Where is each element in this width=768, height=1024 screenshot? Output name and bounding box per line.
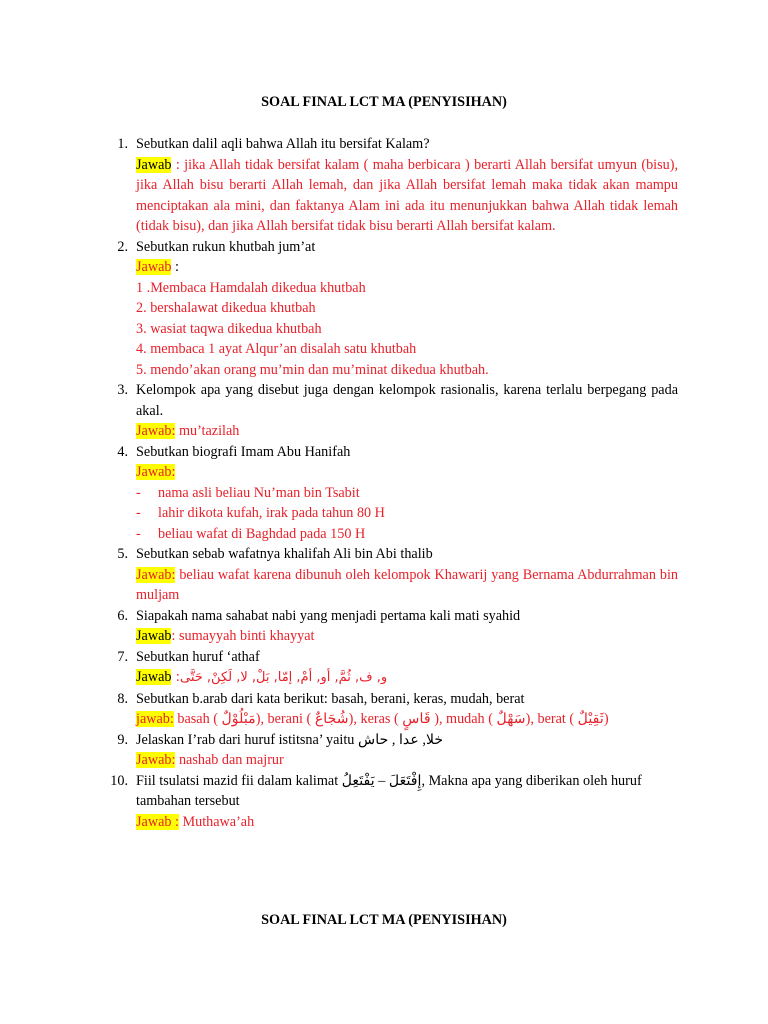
question-list [106, 134, 678, 832]
answer-text: : sumayyah binti khayyat [171, 628, 315, 644]
answer-block [136, 421, 678, 442]
question-item-1 [106, 134, 678, 237]
question-item-4 [106, 442, 678, 545]
jawab-label: Jawab: [136, 752, 176, 768]
question-number: 1. [117, 136, 128, 152]
question-text: Sebutkan dalil aqli bahwa Allah itu bersifat Kalam? [136, 136, 430, 152]
jawab-label: jawab: [136, 711, 174, 727]
question-text: Fiil tsulatsi mazid fii dalam kalimat إِفْتَعَلَ – يَفْتَعِلُ, Makna apa yang diberikan oleh huruf tambahan tersebut [136, 772, 642, 809]
answer-text: beliau wafat karena dibunuh oleh kelompok Khawarij yang Bernama Abdurrahman bin muljam [136, 566, 678, 603]
answer-text: mu’tazilah [175, 423, 240, 439]
question-item-9 [106, 730, 678, 771]
question-text: Kelompok apa yang disebut juga dengan kelompok rasionalis, karena terlalu berpegang pada akal. [136, 382, 678, 419]
question-text: Sebutkan rukun khutbah jum’at [136, 238, 316, 255]
question-text: Siapakah nama sahabat nabi yang menjadi pertama kali mati syahid [136, 607, 521, 624]
answer-block [136, 812, 678, 833]
answer-text: basah ( مَبْلُوْلٌ), berani ( شُجَاعٌ), keras ( قَاسٍ ), mudah ( سَهْلٌ), berat ( ثَقِيْلٌ) [173, 711, 609, 727]
footer-title: SOAL FINAL LCT MA (PENYISIHAN) [261, 912, 507, 928]
question-text: Sebutkan huruf ‘athaf [136, 648, 260, 665]
question-text: Sebutkan b.arab dari kata berikut: basah, berani, keras, mudah, berat [136, 690, 525, 707]
answer-block [136, 750, 678, 771]
answer-line: 4. membaca 1 ayat Alqur’an disalah satu khutbah [136, 341, 417, 357]
bullet-item: - nama asli beliau Nu’man bin Tsabit [136, 484, 360, 501]
jawab-label: Jawab: [136, 464, 176, 480]
question-number: 2. [117, 238, 128, 255]
answer-text: nashab dan majrur [175, 752, 284, 768]
question-number: 5. [117, 546, 128, 562]
question-text: Jelaskan I’rab dari huruf istitsna’ yaitu خلا, عدا , حاش [136, 731, 444, 748]
question-item-5 [106, 544, 678, 606]
answer-line: 1 .Membaca Hamdalah dikedua khutbah [136, 279, 366, 296]
answer-block [136, 462, 678, 483]
jawab-label: Jawab [136, 628, 172, 644]
question-item-10 [106, 771, 678, 833]
question-number: 8. [117, 690, 128, 707]
answer-block [136, 667, 678, 689]
jawab-label: Jawab [136, 259, 172, 275]
page-title: SOAL FINAL LCT MA (PENYISIHAN) [261, 94, 507, 110]
question-item-8 [106, 689, 678, 730]
jawab-label: Jawab [136, 156, 172, 173]
answer-block [136, 257, 678, 278]
answer-line: 3. wasiat taqwa dikedua khutbah [136, 320, 322, 337]
question-number: 9. [117, 731, 128, 748]
answer-bullets [136, 483, 678, 545]
answer-line: 5. mendo’akan orang mu’min dan mu’minat dikedua khutbah. [136, 361, 489, 378]
answer-block [136, 565, 678, 606]
answer-block [136, 155, 678, 237]
question-text: Sebutkan sebab wafatnya khalifah Ali bin Abi thalib [136, 546, 433, 562]
bullet-item: - beliau wafat di Baghdad pada 150 H [136, 525, 366, 542]
answer-line: 2. bershalawat dikedua khutbah [136, 300, 316, 316]
question-number: 10. [110, 772, 128, 789]
question-item-7 [106, 647, 678, 689]
jawab-label: Jawab: [136, 566, 176, 583]
question-number: 3. [117, 382, 128, 398]
jawab-suffix: : [171, 259, 179, 275]
answer-block [136, 626, 678, 647]
question-text: Sebutkan biografi Imam Abu Hanifah [136, 443, 351, 460]
jawab-label: Jawab : [136, 813, 179, 830]
question-item-6 [106, 606, 678, 647]
jawab-label: Jawab [136, 669, 172, 685]
answer-text: Muthawa’ah [178, 813, 255, 830]
question-number: 6. [117, 607, 128, 624]
question-number: 7. [117, 648, 128, 665]
question-item-2 [106, 237, 678, 381]
answer-block [136, 709, 678, 730]
answer-text: :و, ف, ثُمَّ, أو, أمْ, إمّا, بَلْ, لا, لَكِنْ, حَتَّى [171, 670, 388, 685]
bullet-item: - lahir dikota kufah, irak pada tahun 80 H [136, 505, 385, 521]
question-number: 4. [117, 443, 128, 460]
question-item-3 [106, 380, 678, 442]
answer-text: : jika Allah tidak bersifat kalam ( maha berbicara ) berarti Allah bersifat umyun (bisu), jika Allah bisu berarti Allah lemah, dan jika Allah bersifat lemah maka tidak akan mampu menciptakan ala mini, dan faktanya Alam ini ada itu menunjukkan bahwa Allah tidak lemah (tidak bisu), dan jika Allah bersifat tidak bisu berarti Allah bersifat kalam. [136, 156, 678, 234]
jawab-label: Jawab: [136, 423, 176, 439]
